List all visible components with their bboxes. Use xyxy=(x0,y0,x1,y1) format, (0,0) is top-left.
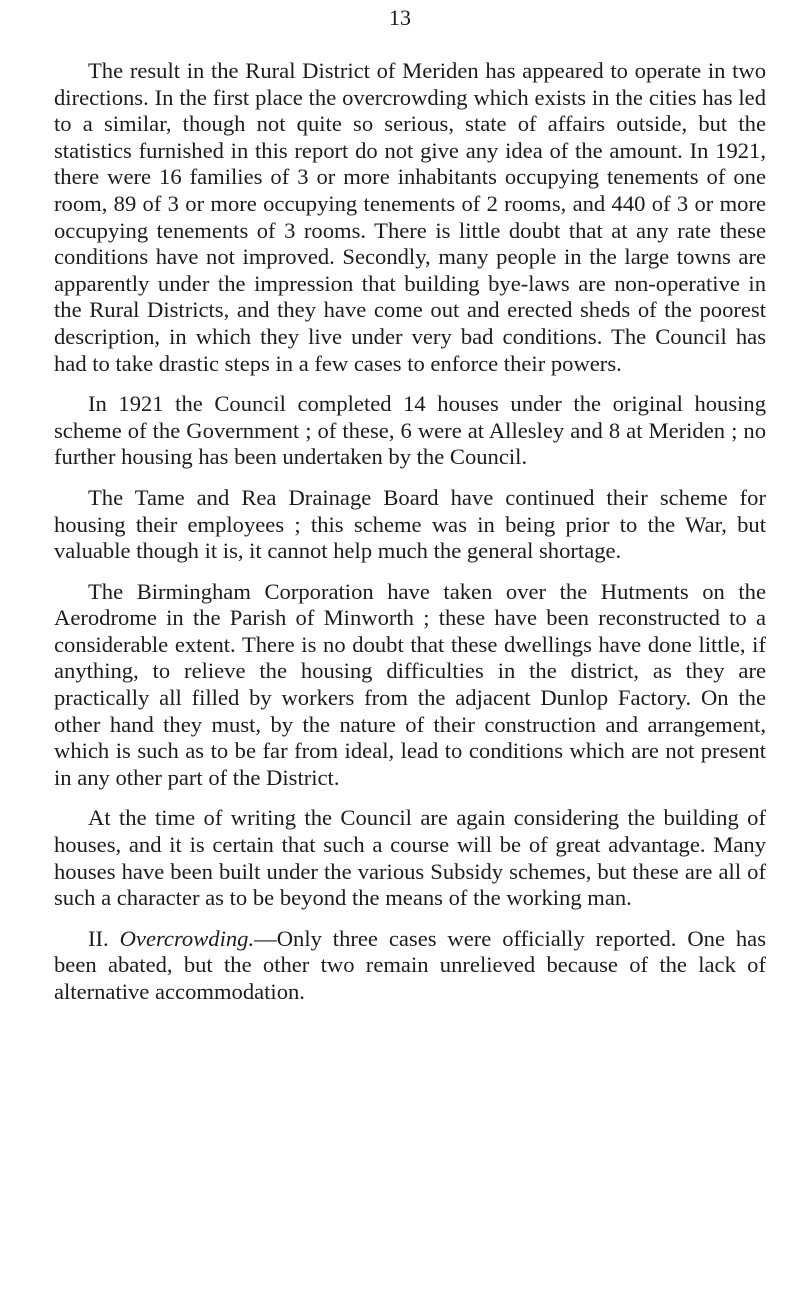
body-text xyxy=(54,58,766,1020)
section-number: II. xyxy=(88,925,109,951)
section-text: Only three cases were officially reported. One has been abated, but the other two remain unrelieved because of the lack of alternative accommodation. xyxy=(54,925,766,1004)
paragraph-council-considering: At the time of writing the Council are again considering the building of houses, and it is certain that such a course will be of great advantage. Many houses have been built under the various Subsidy schemes, but these are all of such a character as to be beyond the means of the working man. xyxy=(54,805,766,911)
paragraph-birmingham-corporation: The Birmingham Corporation have taken over the Hutments on the Aerodrome in the Parish of Minworth ; these have been reconstructed to a considerable extent. There is no doubt that these dwellings have done little, if anything, to relieve the housing difficulties in the district, as they are practically all filled by workers from the adjacent Dunlop Factory. On the other hand they must, by the nature of their construction and arrangement, which is such as to be far from ideal, lead to conditions which are not present in any other part of the District. xyxy=(54,578,766,790)
section-heading: Overcrowding. xyxy=(119,925,255,951)
page-number: 13 xyxy=(389,5,411,30)
paragraph-drainage-board: The Tame and Rea Drainage Board have continued their scheme for housing their employees ; this scheme was in being prior to the War, but valuable though it is, it cannot help much the general shortage. xyxy=(54,484,766,564)
paragraph-overcrowding xyxy=(54,926,766,1006)
paragraph-council-housing: In 1921 the Council completed 14 houses under the original housing scheme of the Government ; of these, 6 were at Allesley and 8 at Meriden ; no further housing has been undertaken by the Council. xyxy=(54,391,766,470)
section-dash: — xyxy=(254,925,277,951)
paragraph-rural-district: The result in the Rural District of Meriden has appeared to operate in two directions. In the first place the overcrowding which exists in the cities has led to a similar, though not quite so serious, state of affairs outside, but the statistics furnished in this report do not give any idea of the amount. In 1921, there were 16 families of 3 or more inhabitants occupying tenements of one room, 89 of 3 or more occupying tenements of 2 rooms, and 440 of 3 or more occupying tenements of 3 rooms. There is little doubt that at any rate these conditions have not improved. Secondly, many people in the large towns are apparently under the impression that building bye-laws are non-operative in the Rural Districts, and they have come out and erected sheds of the poorest description, in which they live under very bad conditions. The Council has had to take drastic steps in a few cases to enforce their powers. xyxy=(54,58,766,376)
